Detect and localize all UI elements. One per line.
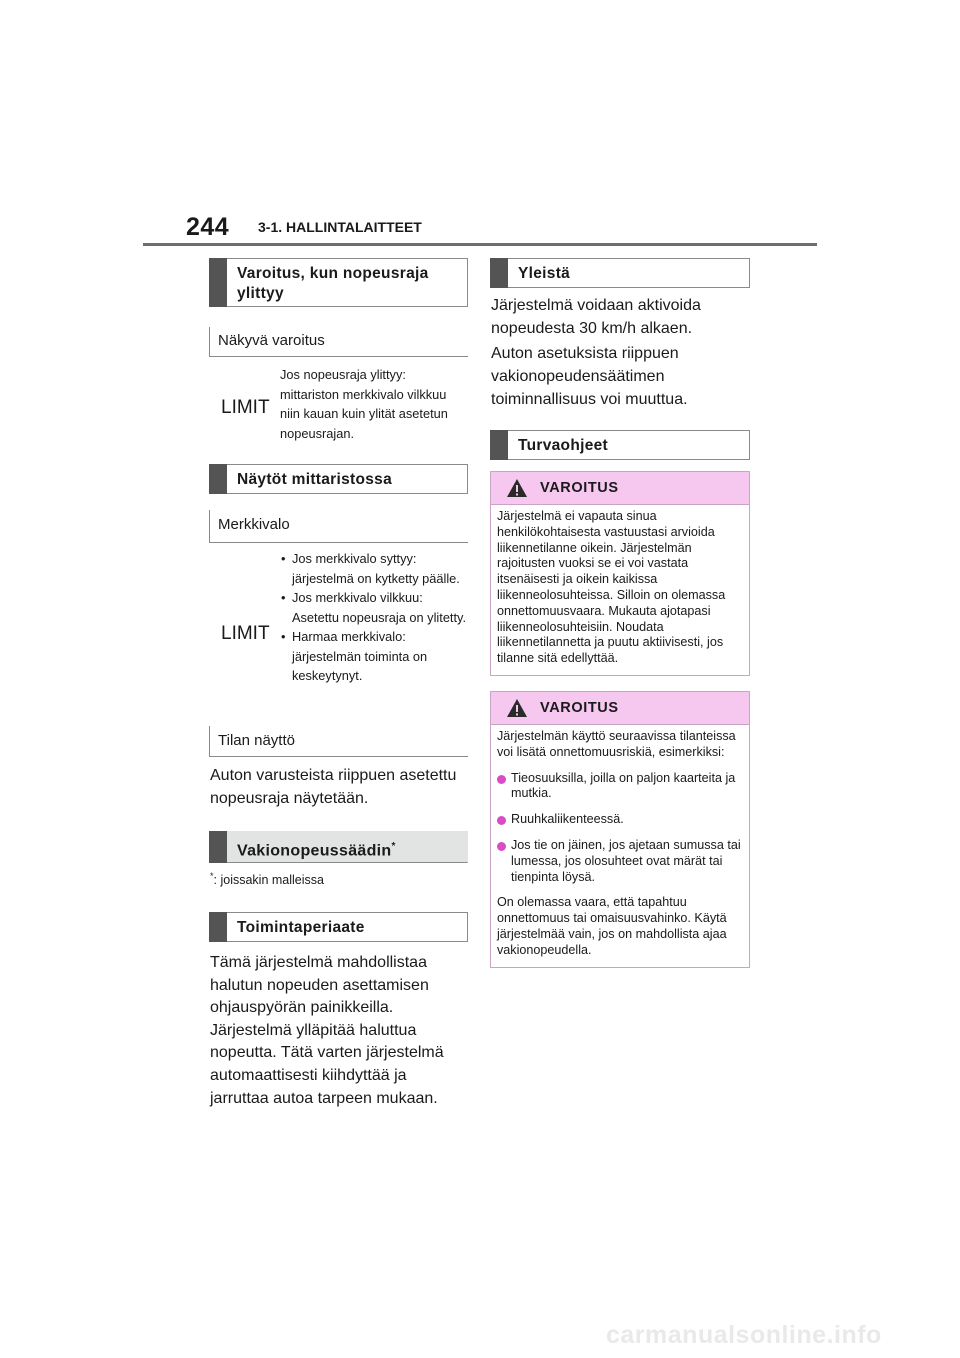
warning-title: VAROITUS bbox=[540, 480, 619, 496]
limit-symbol-2: LIMIT bbox=[221, 623, 270, 644]
warning-list-item: Ruuhkaliikenteessä. bbox=[497, 812, 743, 828]
heading-text: Yleistä bbox=[518, 265, 571, 282]
heading-bar bbox=[209, 912, 227, 942]
safety-heading bbox=[490, 430, 750, 460]
warning-triangle-icon bbox=[506, 478, 528, 498]
list-item: • Jos merkkivalo syttyy: järjestelmä on kytketty päälle. bbox=[279, 549, 468, 588]
warning-text: Järjestelmä ei vapauta sinua henkilökohtaisesta vastuustasi arvioida liikennetilanne oikein. Järjestelmän rajoitusten vuoksi se ei voi vastata itsenäisesti ja oikein kaikissa liikenneolosuhteissa. Silloin on olemassa onnettomuusvaara. Mukauta ajotapasi liikenneolosuhteisiin. Noudata liikennetilannetta ja puutu aktiivisesti, jos tilanne sitä edellyttää. bbox=[497, 509, 726, 666]
footnote bbox=[210, 871, 324, 887]
warning-title: VAROITUS bbox=[540, 700, 619, 716]
displays-heading bbox=[209, 464, 468, 494]
principle-heading bbox=[209, 912, 468, 942]
general-paragraph-1: Järjestelmä voidaan aktivoida nopeudesta 30 km/h alkaen. bbox=[491, 297, 701, 337]
status-display-text: Auton varusteista riippuen asetettu nopeusraja näytetään. bbox=[210, 767, 457, 807]
warning-body bbox=[491, 505, 749, 675]
heading-bar bbox=[209, 258, 227, 307]
warning-box-2 bbox=[490, 691, 750, 968]
principle-text: Tämä järjestelmä mahdollistaa halutun nopeuden asettamisen ohjauspyörän painikkeilla. Järjestelmä ylläpitää haluttua nopeutta. Tätä varten järjestelmä automaattisesti kiihdyttää ja jarruttaa autoa tarpeen mukaan. bbox=[210, 954, 444, 1107]
limit-symbol: LIMIT bbox=[221, 397, 270, 418]
warning-header bbox=[491, 692, 749, 725]
indicator-label: Merkkivalo bbox=[209, 510, 468, 543]
cruise-control-heading bbox=[209, 831, 468, 863]
warning-body bbox=[491, 725, 749, 967]
chapter-title: 3-1. HALLINTALAITTEET bbox=[258, 219, 422, 235]
heading-bar bbox=[209, 464, 227, 494]
heading-text bbox=[237, 837, 457, 861]
warning-outro: On olemassa vaara, että tapahtuu onnettomuus tai omaisuusvahinko. Käytä järjestelmää vain, jos on mahdollista ajaa vakionopeudella. bbox=[497, 895, 727, 957]
footnote-marker: * bbox=[391, 841, 396, 852]
visible-warning-label: Näkyvä varoitus bbox=[209, 327, 468, 357]
heading-text: Näytöt mittaristossa bbox=[237, 471, 393, 488]
watermark-logo: carmanualsonline.info bbox=[606, 1321, 882, 1349]
warning-list-item: Jos tie on jäinen, jos ajetaan sumussa tai lumessa, jos olosuhteet ovat märät tai tienpinta löysä. bbox=[497, 838, 743, 885]
speed-warning-heading bbox=[209, 258, 468, 307]
header-divider bbox=[143, 243, 817, 246]
heading-text: Varoitus, kun nopeusraja ylittyy bbox=[237, 265, 429, 302]
cruise-heading-text: Vakionopeussäädin bbox=[237, 842, 392, 860]
status-display-label: Tilan näyttö bbox=[209, 726, 468, 757]
warning-header bbox=[491, 472, 749, 505]
heading-bar bbox=[490, 430, 508, 460]
footnote-marker: * bbox=[210, 871, 214, 881]
warning-box-1 bbox=[490, 471, 750, 676]
general-paragraph-2: Auton asetuksista riippuen vakionopeudensäätimen toiminnallisuus voi muuttua. bbox=[491, 345, 688, 408]
page-number: 244 bbox=[186, 213, 230, 241]
warning-list-item: Tieosuuksilla, joilla on paljon kaarteita ja mutkia. bbox=[497, 771, 743, 803]
list-item: • Jos merkkivalo vilkkuu: Asetettu nopeusraja on ylitetty. bbox=[279, 588, 468, 627]
limit-description: Jos nopeusraja ylittyy: mittariston merkkivalo vilkkuu niin kauan kuin ylität asetetun nopeusrajan. bbox=[280, 367, 448, 441]
heading-bar bbox=[209, 831, 227, 863]
heading-text: Toimintaperiaate bbox=[237, 919, 365, 936]
footnote-text: : joissakin malleissa bbox=[213, 873, 324, 888]
heading-bar bbox=[490, 258, 508, 288]
heading-text: Turvaohjeet bbox=[518, 437, 609, 454]
list-item: • Harmaa merkkivalo: järjestelmän toiminta on keskeytynyt. bbox=[279, 627, 468, 686]
general-heading bbox=[490, 258, 750, 288]
warning-intro: Järjestelmän käyttö seuraavissa tilanteissa voi lisätä onnettomuusriskiä, esimerkiksi: bbox=[497, 729, 736, 759]
warning-triangle-icon bbox=[506, 698, 528, 718]
indicator-list bbox=[279, 549, 468, 686]
